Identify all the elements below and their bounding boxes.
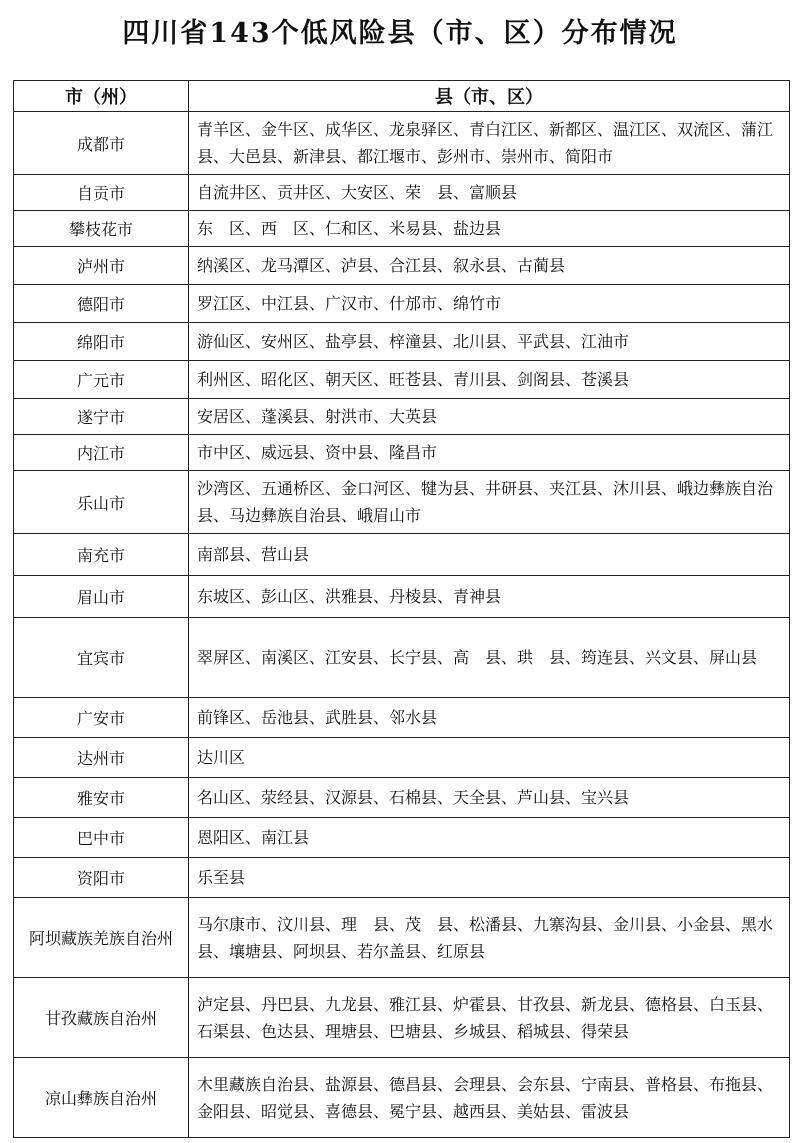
county-cell: 自流井区、贡井区、大安区、荣 县、富顺县: [189, 175, 790, 211]
table-row: [14, 576, 790, 618]
city-cell: 阿坝藏族羌族自治州: [14, 898, 189, 978]
county-cell: 恩阳区、南江县: [189, 818, 790, 858]
county-cell: 市中区、威远县、资中县、隆昌市: [189, 435, 790, 471]
table-header-row: [14, 81, 790, 112]
table-row: [14, 175, 790, 211]
county-cell: 利州区、昭化区、朝天区、旺苍县、青川县、剑阁县、苍溪县: [189, 361, 790, 399]
city-cell: 泸州市: [14, 247, 189, 285]
table-row: [14, 211, 790, 247]
county-cell: 安居区、蓬溪县、射洪市、大英县: [189, 399, 790, 435]
table-row: [14, 399, 790, 435]
county-cell: 乐至县: [189, 858, 790, 898]
county-cell: 达川区: [189, 738, 790, 778]
city-cell: 雅安市: [14, 778, 189, 818]
table-row: [14, 247, 790, 285]
table-row: [14, 858, 790, 898]
city-cell: 宜宾市: [14, 618, 189, 698]
city-cell: 达州市: [14, 738, 189, 778]
table-row: [14, 898, 790, 978]
table-row: [14, 112, 790, 175]
table-row: [14, 323, 790, 361]
table-row: [14, 778, 790, 818]
header-county: 县（市、区）: [189, 81, 790, 112]
county-cell: 马尔康市、汶川县、理 县、茂 县、松潘县、九寨沟县、金川县、小金县、黑水县、壤塘县、阿坝县、若尔盖县、红原县: [189, 898, 790, 978]
city-cell: 遂宁市: [14, 399, 189, 435]
table-row: [14, 978, 790, 1058]
county-cell: 翠屏区、南溪区、江安县、长宁县、高 县、珙 县、筠连县、兴文县、屏山县: [189, 618, 790, 698]
risk-table: [13, 80, 790, 1138]
county-cell: 名山区、荥经县、汉源县、石棉县、天全县、芦山县、宝兴县: [189, 778, 790, 818]
county-cell: 纳溪区、龙马潭区、泸县、合江县、叙永县、古蔺县: [189, 247, 790, 285]
city-cell: 凉山彝族自治州: [14, 1058, 189, 1138]
county-cell: 游仙区、安州区、盐亭县、梓潼县、北川县、平武县、江油市: [189, 323, 790, 361]
county-cell: 东坡区、彭山区、洪雅县、丹棱县、青神县: [189, 576, 790, 618]
city-cell: 眉山市: [14, 576, 189, 618]
city-cell: 资阳市: [14, 858, 189, 898]
county-cell: 泸定县、丹巴县、九龙县、雅江县、炉霍县、甘孜县、新龙县、德格县、白玉县、石渠县、色达县、理塘县、巴塘县、乡城县、稻城县、得荣县: [189, 978, 790, 1058]
county-cell: 沙湾区、五通桥区、金口河区、犍为县、井研县、夹江县、沐川县、峨边彝族自治县、马边彝族自治县、峨眉山市: [189, 471, 790, 534]
county-cell: 南部县、营山县: [189, 534, 790, 576]
table-row: [14, 818, 790, 858]
county-cell: 木里藏族自治县、盐源县、德昌县、会理县、会东县、宁南县、普格县、布拖县、金阳县、昭觉县、喜德县、冕宁县、越西县、美姑县、雷波县: [189, 1058, 790, 1138]
table-row: [14, 1058, 790, 1138]
city-cell: 内江市: [14, 435, 189, 471]
table-row: [14, 738, 790, 778]
city-cell: 绵阳市: [14, 323, 189, 361]
county-cell: 前锋区、岳池县、武胜县、邻水县: [189, 698, 790, 738]
county-cell: 罗江区、中江县、广汉市、什邡市、绵竹市: [189, 285, 790, 323]
header-city: 市（州）: [14, 81, 189, 112]
page-title: 四川省143个低风险县（市、区）分布情况: [122, 18, 678, 49]
county-cell: 东 区、西 区、仁和区、米易县、盐边县: [189, 211, 790, 247]
table-row: [14, 435, 790, 471]
city-cell: 广元市: [14, 361, 189, 399]
county-cell: 青羊区、金牛区、成华区、龙泉驿区、青白江区、新都区、温江区、双流区、蒲江县、大邑县、新津县、都江堰市、彭州市、崇州市、简阳市: [189, 112, 790, 175]
city-cell: 德阳市: [14, 285, 189, 323]
table-row: [14, 698, 790, 738]
city-cell: 巴中市: [14, 818, 189, 858]
city-cell: 甘孜藏族自治州: [14, 978, 189, 1058]
city-cell: 南充市: [14, 534, 189, 576]
city-cell: 攀枝花市: [14, 211, 189, 247]
table-row: [14, 618, 790, 698]
table-row: [14, 471, 790, 534]
table-row: [14, 361, 790, 399]
city-cell: 广安市: [14, 698, 189, 738]
table-row: [14, 285, 790, 323]
city-cell: 成都市: [14, 112, 189, 175]
table-row: [14, 534, 790, 576]
city-cell: 乐山市: [14, 471, 189, 534]
city-cell: 自贡市: [14, 175, 189, 211]
